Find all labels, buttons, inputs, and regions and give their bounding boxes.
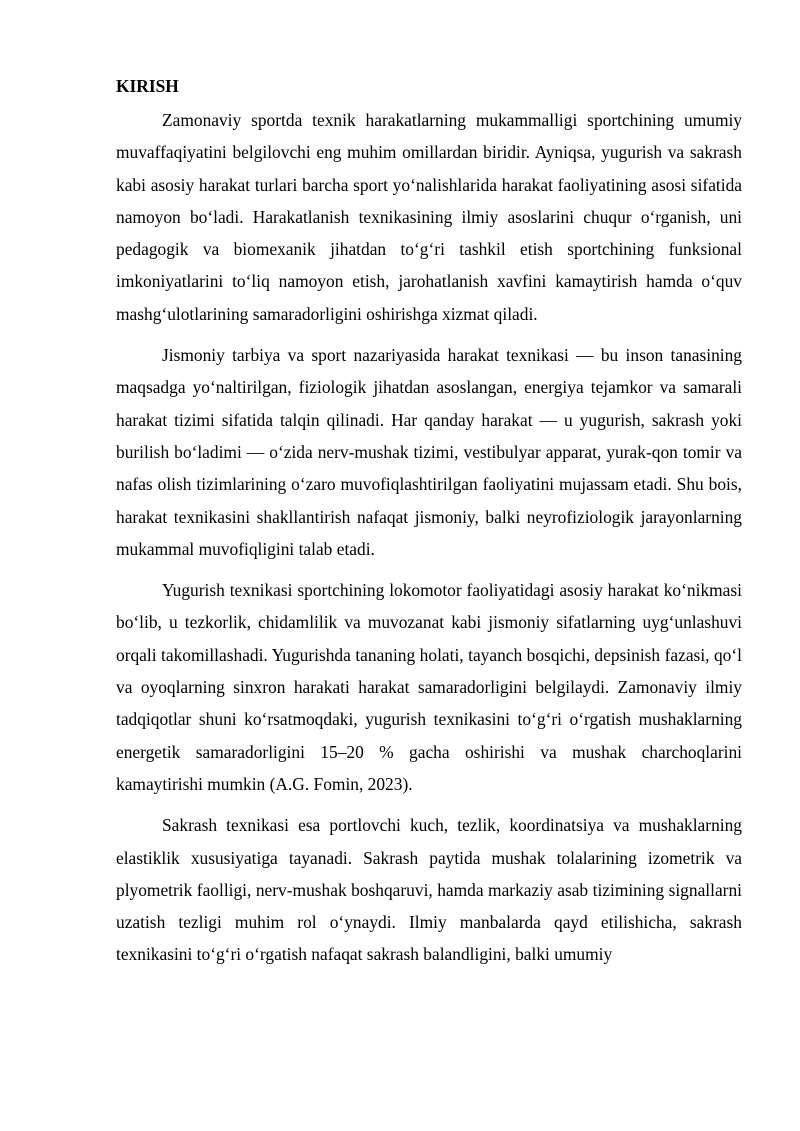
paragraph-4: Sakrash texnikasi esa portlovchi kuch, tezlik, koordinatsiya va mushaklarning elastiklik xususiyatiga tayanadi. Sakrash paytida mushak tolalarining izometrik va plyometrik faolligi, nerv-mushak boshqaruvi, hamda markaziy asab tizimining signallarni uzatish tezligi muhim rol o‘ynaydi. Ilmiy manbalarda qayd etilishicha, sakrash texnikasini to‘g‘ri o‘rgatish nafaqat sakrash balandligini, balki umumiy <box>116 815 742 965</box>
document-page <box>116 74 742 980</box>
paragraph-1: Zamonaviy sportda texnik harakatlarning mukammalligi sportchining umumiy muvaffaqiyatini belgilovchi eng muhim omillardan biridir. Ayniqsa, yugurish va sakrash kabi asosiy harakat turlari barcha sport yo‘nalishlarida harakat faoliyatining asosi sifatida namoyon bo‘ladi. Harakatlanish texnikasining ilmiy asoslarini chuqur o‘rganish, uni pedagogik va biomexanik jihatdan to‘g‘ri tashkil etish sportchining funksional imkoniyatlarini to‘liq namoyon etish, jarohatlanish xavfini kamaytirish hamda o‘quv mashg‘ulotlarining samaradorligini oshirishga xizmat qiladi. <box>116 110 742 324</box>
section-heading: KIRISH <box>116 76 179 96</box>
paragraph-2: Jismoniy tarbiya va sport nazariyasida harakat texnikasi — bu inson tanasining maqsadga yo‘naltirilgan, fiziologik jihatdan asoslangan, energiya tejamkor va samarali harakat tizimi sifatida talqin qilinadi. Har qanday harakat — u yugurish, sakrash yoki burilish bo‘ladimi — o‘zida nerv-mushak tizimi, vestibulyar apparat, yurak-qon tomir va nafas olish tizimlarining o‘zaro muvofiqlashtirilgan faoliyatini mujassam etadi. Shu bois, harakat texnikasini shakllantirish nafaqat jismoniy, balki neyrofiziologik jarayonlarning mukammal muvofiqligini talab etadi. <box>116 345 742 559</box>
paragraph-3: Yugurish texnikasi sportchining lokomotor faoliyatidagi asosiy harakat ko‘nikmasi bo‘lib, u tezkorlik, chidamlilik va muvozanat kabi jismoniy sifatlarning uyg‘unlashuvi orqali takomillashadi. Yugurishda tananing holati, tayanch bosqichi, depsinish fazasi, qo‘l va oyoqlarning sinxron harakati harakat samaradorligini belgilaydi. Zamonaviy ilmiy tadqiqotlar shuni ko‘rsatmoqdaki, yugurish texnikasini to‘g‘ri o‘rgatish mushaklarning energetik samaradorligini 15–20 % gacha oshirishi va mushak charchoqlarini kamaytirishi mumkin (A.G. Fomin, 2023). <box>116 580 742 794</box>
